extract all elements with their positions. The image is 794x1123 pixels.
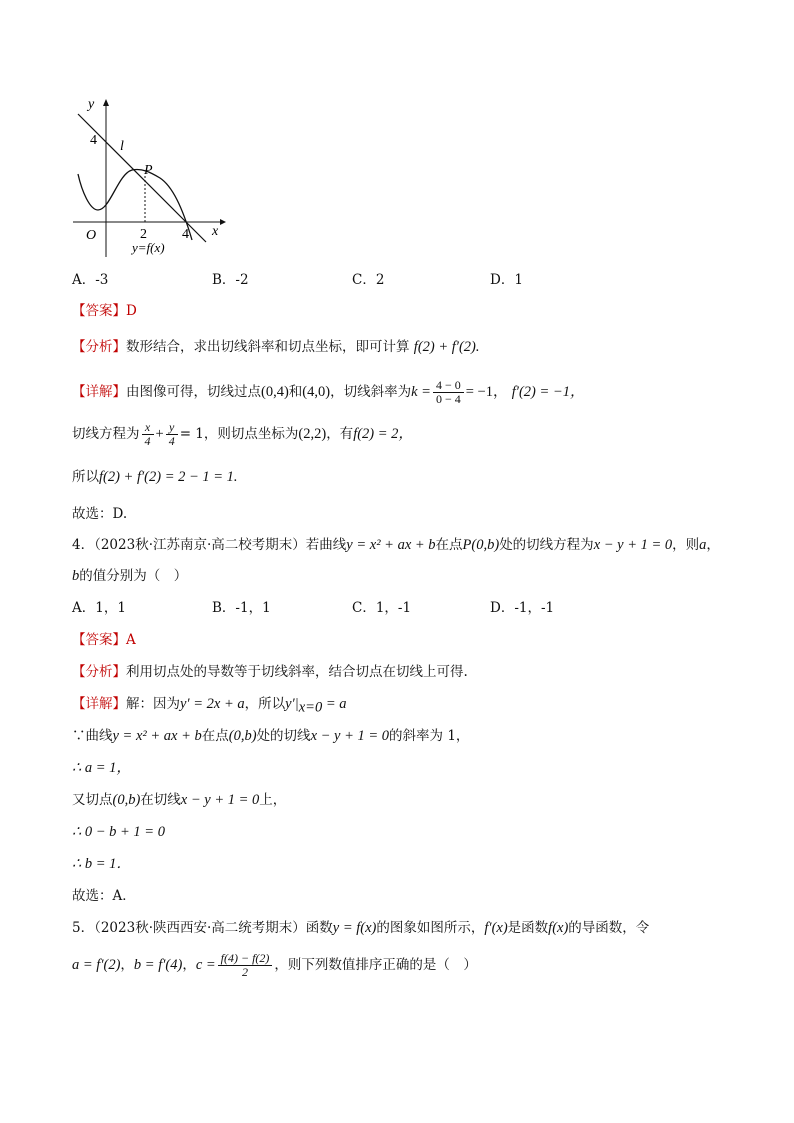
- detail-text: 切线方程为: [72, 426, 140, 442]
- y-axis-label: y: [88, 97, 95, 112]
- detail-text: 在点: [201, 728, 229, 744]
- derivative-value: f′(2) = −1，: [511, 384, 585, 400]
- detail-text: 和: [288, 384, 303, 400]
- tangent-equation: x − y + 1 = 0: [180, 792, 260, 808]
- q3-analysis: [72, 337, 480, 357]
- q4-detail-line-1: [72, 694, 347, 718]
- detail-text: 在切线: [140, 792, 181, 808]
- q3-option-c[interactable]: C．2: [352, 272, 385, 288]
- function-graph-figure: [70, 92, 230, 262]
- question-text: ，则下列数值排序正确的是（ ）: [274, 957, 477, 973]
- fraction-denominator: 2: [242, 965, 249, 979]
- plus-sign: +: [155, 426, 164, 442]
- definition-a: a = f′(2): [72, 957, 121, 973]
- function-notation: y = f(x): [332, 920, 377, 936]
- definition-c: c =: [195, 957, 216, 973]
- detail-text: ∵曲线: [72, 728, 113, 744]
- curve-equation: y = x² + ax + b: [112, 728, 202, 744]
- analysis-text: 数形结合，求出切线斜率和切点坐标，即可计算: [126, 339, 410, 355]
- q4-options: [72, 598, 554, 618]
- variable-a: a: [699, 537, 707, 553]
- detail-text: 又切点: [72, 792, 113, 808]
- question-text: 4．（2023秋·江苏南京·高二校考期末）若曲线: [72, 537, 347, 553]
- result-expression: f(2) + f′(2) = 2 − 1 = 1.: [99, 469, 238, 485]
- fraction-numerator: f(4) − f(2): [218, 952, 273, 966]
- q4-detail-line-6: ∴ b = 1．: [72, 856, 131, 872]
- q3-choice: 故选：D.: [72, 506, 128, 522]
- x-axis-label: x: [212, 224, 219, 239]
- question-text: 在点: [435, 537, 463, 553]
- point-0-b: (0,b): [228, 728, 257, 744]
- origin-label: O: [86, 228, 97, 243]
- x-tick-2-label: 2: [140, 227, 147, 242]
- q4-stem-line-2: [72, 566, 187, 586]
- q4-detail-line-2: [72, 726, 469, 746]
- q5-stem-line-2: [72, 950, 477, 980]
- q4-detail-line-4: [72, 790, 286, 810]
- f2-value: f(2) = 2，: [353, 426, 413, 442]
- detail-text: 由图像可得，切线过点: [126, 384, 261, 400]
- analysis-expression: f(2) + f′(2).: [413, 339, 480, 355]
- point-p: P(0,b): [462, 537, 500, 553]
- question-text: 是函数: [507, 920, 549, 936]
- detail-text: ，所以: [244, 696, 286, 712]
- detail-text: 所以: [72, 469, 99, 485]
- c-fraction: [218, 952, 273, 979]
- derivative-expression: y′ = 2x + a: [180, 696, 245, 712]
- tangent-equation: x − y + 1 = 0: [310, 728, 390, 744]
- q3-detail-line-1: [72, 378, 584, 406]
- q4-option-c[interactable]: C．1，-1: [352, 600, 412, 616]
- tangent-point: (2,2): [298, 426, 327, 442]
- q4-stem-line-1: [72, 535, 720, 555]
- q3-detail-line-3: [72, 467, 238, 487]
- slope-value: = −1，: [465, 384, 508, 400]
- q4-option-a[interactable]: A．1，1: [72, 600, 126, 616]
- fraction-numerator: y: [166, 421, 178, 435]
- tangent-line-label: l: [120, 139, 124, 154]
- derivative-at-zero: y′|: [285, 696, 299, 712]
- fraction-numerator: 4 − 0: [433, 379, 464, 393]
- analysis-tag: 【分析】: [72, 339, 126, 355]
- slope-symbol: k =: [411, 384, 431, 400]
- question-text: ，: [706, 537, 720, 553]
- evaluation-subscript: x=0: [298, 699, 323, 716]
- y-tick-label: 4: [90, 133, 97, 148]
- answer-tag: 【答案】: [72, 303, 126, 319]
- q4-choice: 故选：A．: [72, 888, 136, 904]
- question-text: 的导函数，令: [568, 920, 650, 936]
- curve-label: y=f(x): [132, 240, 165, 255]
- fraction-denominator: 4: [144, 434, 151, 448]
- q3-option-a[interactable]: A．-3: [72, 272, 109, 288]
- q3-option-b[interactable]: B．-2: [212, 272, 249, 288]
- y-axis-arrow: [103, 99, 109, 106]
- detail-tag: 【详解】: [72, 696, 126, 712]
- analysis-text: 利用切点处的导数等于切线斜率，结合切点在切线上可得.: [126, 664, 468, 680]
- tangent-equation: x − y + 1 = 0: [593, 537, 673, 553]
- point-4-0: (4,0): [302, 384, 331, 400]
- q4-analysis: [72, 662, 468, 682]
- point-p-label: P: [144, 163, 153, 178]
- x-axis-arrow: [220, 219, 226, 225]
- detail-text: ，有: [326, 426, 354, 442]
- answer-value: D: [126, 303, 137, 319]
- detail-text: = 1，则切点坐标为: [179, 426, 299, 442]
- q3-option-d[interactable]: D．1: [490, 272, 523, 288]
- function-notation: f(x): [548, 920, 569, 936]
- curve-equation: y = x² + ax + b: [346, 537, 436, 553]
- derivative-notation: f′(x): [484, 920, 508, 936]
- definition-b: b = f′(4): [133, 957, 183, 973]
- point-0-4: (0,4): [261, 384, 289, 400]
- fraction-denominator: 4: [168, 434, 175, 448]
- q3-answer: [72, 301, 137, 321]
- detail-tag: 【详解】: [72, 384, 126, 400]
- analysis-tag: 【分析】: [72, 664, 126, 680]
- answer-value: A: [126, 632, 136, 648]
- q4-option-b[interactable]: B．-1，1: [212, 600, 271, 616]
- question-text: 5．（2023秋·陕西西安·高二统考期末）函数: [72, 920, 333, 936]
- detail-text: 处的切线: [256, 728, 311, 744]
- question-text: ，则: [672, 537, 700, 553]
- question-text: ，: [182, 957, 196, 973]
- detail-text: ，切线斜率为: [330, 384, 412, 400]
- variable-b: b: [72, 568, 80, 584]
- slope-fraction: [433, 379, 464, 406]
- answer-tag: 【答案】: [72, 632, 126, 648]
- q4-detail-line-3: ∴ a = 1，: [72, 760, 131, 776]
- q4-detail-line-5: ∴ 0 − b + 1 = 0: [72, 824, 165, 840]
- detail-text: 上，: [259, 792, 287, 808]
- y-over-4: [166, 421, 178, 448]
- q5-stem-line-1: [72, 918, 649, 938]
- question-text: 的值分别为（ ）: [79, 568, 188, 584]
- x-tick-4-label: 4: [182, 227, 189, 242]
- detail-text: 的斜率为 1，: [389, 728, 470, 744]
- q4-answer: [72, 630, 136, 650]
- fraction-denominator: 0 − 4: [435, 392, 461, 406]
- question-text: ，: [120, 957, 134, 973]
- question-text: 处的切线方程为: [499, 537, 594, 553]
- derivative-result: = a: [322, 696, 347, 712]
- q3-detail-line-2: [72, 420, 413, 448]
- fraction-numerator: x: [142, 421, 154, 435]
- q3-options: [72, 270, 523, 290]
- x-over-4: [142, 421, 154, 448]
- detail-text: 解：因为: [126, 696, 180, 712]
- point-0-b: (0,b): [112, 792, 141, 808]
- question-text: 的图象如图所示，: [376, 920, 485, 936]
- q4-option-d[interactable]: D．-1，-1: [490, 600, 555, 616]
